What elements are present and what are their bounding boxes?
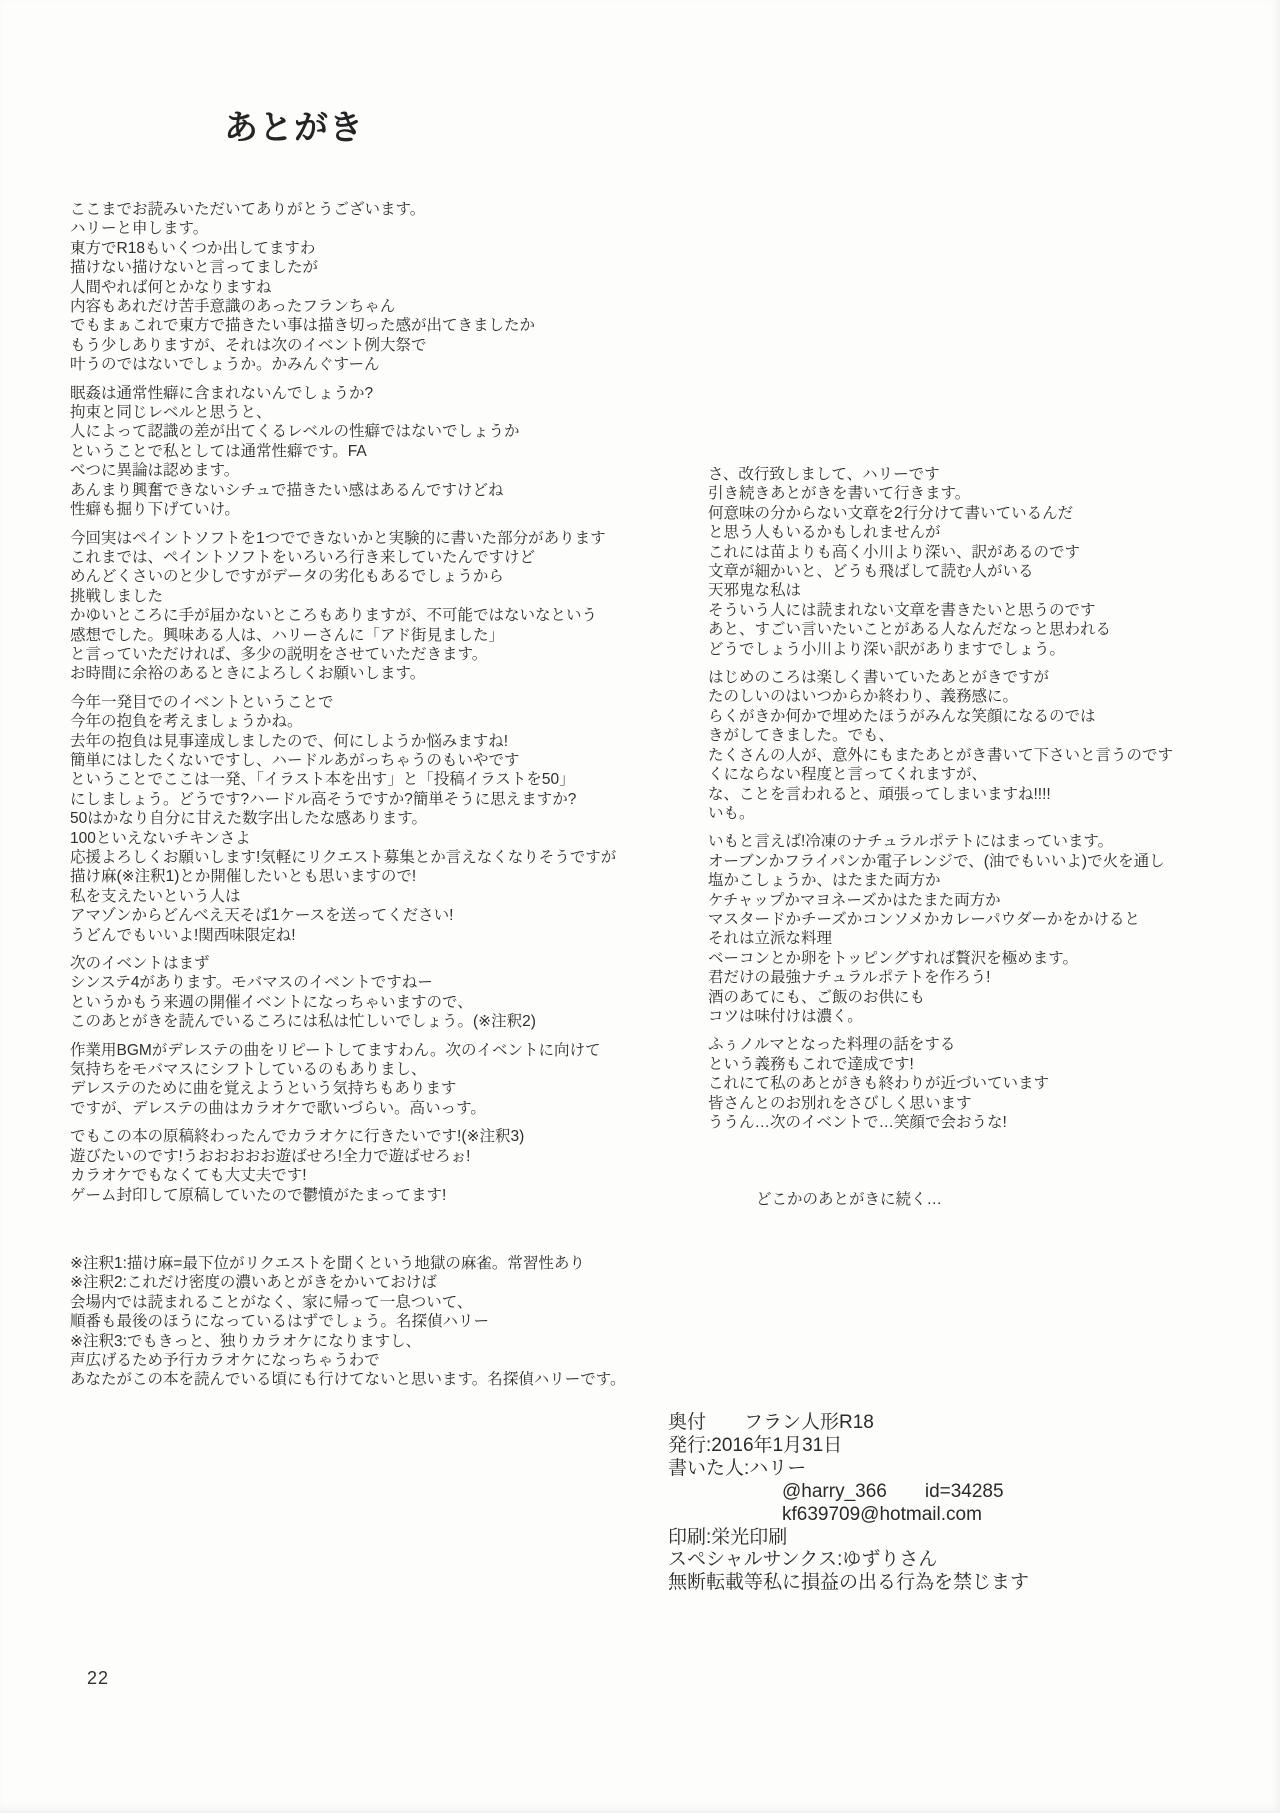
text-line: 何意味の分からない文章を2行分けて書いているんだ [708, 504, 1074, 522]
text-line: 遊びたいのです!うおおおおお遊ばせろ!全力で遊ばせろぉ! [70, 1147, 471, 1165]
text-line: それは立派な料理 [708, 930, 833, 948]
text-line: 声広げるため予行カラオケになっちゃうわで [70, 1352, 380, 1370]
text-line: これには苗よりも高く小川より深い、訳があるのです [708, 543, 1081, 561]
text-line: 印刷:栄光印刷 [668, 1526, 788, 1548]
text-line: ふぅノルマとなった料理の話をする [708, 1036, 956, 1054]
text-line: ベーコンとか卵をトッピングすれば贅沢を極めます。 [708, 949, 1078, 967]
text-line: 君だけの最強ナチュラルポテトを作ろう! [708, 969, 991, 987]
text-line: 去年の抱負は見事達成しましたので、何にしようか悩みますね! [70, 732, 508, 750]
text-line: あんまり興奮できないシチュで描きたい感はあるんですけどね [70, 481, 504, 499]
paragraph [70, 200, 642, 375]
paragraph [70, 1041, 642, 1119]
text-line: 文章が細かいと、どうも飛ばして読む人がいる [708, 563, 1034, 581]
text-line: カラオケでもなくても大丈夫です! [70, 1167, 307, 1185]
text-line: たのしいのはいつからか終わり、義務感に。 [708, 688, 1019, 706]
paragraph [708, 668, 1268, 823]
text-line: 描けない描けないと言ってましたが [70, 259, 319, 277]
text-line: いもと言えば!冷凍のナチュラルポテトにはまっています。 [708, 833, 1114, 851]
text-line: これまでは、ペイントソフトをいろいろ行き来していたんですけど [70, 548, 536, 566]
text-line: というかもう来週の開催イベントになっちゃいますので、 [70, 993, 473, 1011]
paragraph [708, 832, 1268, 1026]
text-line: さ、改行致しまして、ハリーです [708, 466, 940, 483]
text-line: シンステ4があります。モバマスのイベントですねー [70, 974, 433, 992]
text-line: 叶うのではないでしょうか。かみんぐすーん [70, 356, 380, 374]
text-line: めんどくさいのと少しですがデータの劣化もあるでしょうから [70, 568, 504, 586]
paragraph [70, 693, 642, 945]
text-line: 塩かこしょうか、はたまた両方か [708, 872, 941, 890]
text-line: 次のイベントはまず [70, 955, 210, 973]
text-line: 今年の抱負を考えましょうかね。 [70, 713, 303, 731]
text-line: 人間やれば何とかなりますね [70, 278, 272, 296]
text-line: ううん…次のイベントで…笑顔で会おうな! [708, 1114, 1007, 1131]
text-line: ハリーと申します。 [70, 220, 209, 238]
afterword-right-column [708, 465, 1268, 1141]
text-line: 気持ちをモバマスにシフトしているのもありまし、 [70, 1061, 427, 1079]
text-line: 簡単にはしたくないですし、ハードルあがっちゃうのもいやです [70, 751, 520, 769]
paragraph [70, 954, 642, 1032]
text-line: 発行:2016年1月31日 [668, 1434, 843, 1456]
text-line: コツは味付けは濃く。 [708, 1007, 863, 1025]
text-line: と言っていただければ、多少の説明をさせていただきます。 [70, 645, 488, 663]
text-line: 人によって認識の差が出てくるレベルの性癖ではないでしょうか [70, 423, 520, 441]
text-line: かゆいところに手が届かないところもありますが、不可能ではないなという [70, 607, 598, 625]
text-line: 応援よろしくお願いします!気軽にリクエスト募集とか言えなくなりそうですが [70, 849, 617, 866]
text-line: もう少しありますが、それは次のイベント例大祭で [70, 336, 427, 354]
text-line: はじめのころは楽しく書いていたあとがきですが [708, 669, 1050, 687]
afterword-left-column [70, 200, 642, 1214]
footnotes-block [70, 1254, 670, 1390]
text-line: という義務もこれで達成です! [708, 1055, 914, 1073]
text-line: 性癖も掘り下げていけ。 [70, 501, 240, 519]
text-line: べつに異論は認めます。 [70, 462, 240, 480]
text-line: kf639709@hotmail.com [668, 1503, 982, 1525]
text-line: 酒のあてにも、ご飯のお供にも [708, 988, 926, 1006]
text-line: マスタードかチーズかコンソメかカレーパウダーかをかけると [708, 910, 1140, 928]
text-line: でもまぁこれで東方で描きたい事は描き切った感が出てきましたか [70, 317, 536, 335]
page-number: 22 [87, 1668, 110, 1688]
text-line: 私を支えたいという人は [70, 887, 241, 905]
closing-line: どこかのあとがきに続く… [756, 1191, 943, 1208]
text-line: 拘束と同じレベルと思うと、 [70, 404, 272, 422]
text-line: 書いた人:ハリー [668, 1457, 807, 1479]
text-line: ※注釈2:これだけ密度の濃いあとがきをかいておけば [70, 1274, 437, 1292]
text-line: 今年一発目でのイベントということで [70, 693, 334, 711]
text-line: 順番も最後のほうになっているはずでしょう。名探偵ハリー [70, 1313, 489, 1331]
paragraph [708, 465, 1268, 659]
text-line: きがしてきました。でも、 [708, 727, 895, 745]
text-line: うどんでもいいよ!関西味限定ね! [70, 926, 296, 944]
text-line: オーブンかフライパンか電子レンジで、(油でもいいよ)で火を通し [708, 852, 1165, 870]
text-line: お時間に余裕のあるときによろしくお願いします。 [70, 665, 426, 683]
text-line: このあとがきを読んでいるころには私は忙しいでしょう。(※注釈2) [70, 1013, 536, 1031]
text-line: あと、すごい言いたいことがある人なんだなっと思われる [708, 621, 1112, 639]
text-line: 挑戦しました [70, 587, 164, 605]
text-line: でもこの本の原稿終わったんでカラオケに行きたいです!(※注釈3) [70, 1128, 525, 1146]
text-line: スペシャルサンクス:ゆずりさん [668, 1549, 938, 1571]
text-line: 描け麻(※注釈1)とか開催したいとも思いますので! [70, 868, 417, 886]
text-line: そういう人には読まれない文章を書きたいと思うのです [708, 601, 1096, 619]
paragraph [70, 384, 642, 520]
paragraph [708, 1035, 1268, 1132]
paragraph [70, 529, 642, 684]
text-line: くにならない程度と言ってくれますが、 [708, 766, 988, 784]
text-line: 作業用BGMがデレステの曲をリピートしてますわん。次のイベントに向けて [70, 1041, 601, 1059]
text-line: にしましょう。どうです?ハードル高そうですか?簡単そうに思えますか? [70, 790, 577, 808]
text-line: 引き続きあとがきを書いて行きます。 [708, 485, 971, 503]
text-line: らくがきか何かで埋めたほうがみんな笑顔になるのでは [708, 707, 1096, 725]
text-line: いも。 [708, 804, 755, 822]
text-line: 50はかなり自分に甘えた数字出したな感あります。 [70, 810, 428, 828]
text-line: ということでここは一発、「イラスト本を出す」と「投稿イラストを50」 [70, 771, 575, 789]
text-line: ですが、デレステの曲はカラオケで歌いづらい。高いっす。 [70, 1099, 486, 1117]
colophon-block [668, 1412, 1228, 1595]
text-line: な、ことを言われると、頑張ってしまいますね!!!! [708, 785, 1051, 803]
text-line: どうでしょう小川より深い訳がありますでしょう。 [708, 640, 1065, 658]
text-line: デレステのために曲を覚えようという気持ちもあります [70, 1080, 457, 1098]
page-title: あとがき [224, 110, 364, 147]
text-line: 東方でR18もいくつか出してますわ [70, 239, 316, 257]
text-line: ケチャップかマヨネーズかはたまた両方か [708, 891, 1001, 909]
text-line: ということで私としては通常性癖です。FA [70, 442, 367, 460]
text-line: 皆さんとのお別れをさびしく思います [708, 1094, 972, 1112]
text-line: 眠姦は通常性癖に含まれないんでしょうか? [70, 384, 374, 402]
text-line: @harry_366 id=34285 [668, 1480, 1004, 1502]
text-line: たくさんの人が、意外にもまたあとがき書いて下さいと言うのです [708, 746, 1174, 764]
text-line: あなたがこの本を読んでいる頃にも行けてないと思います。名探偵ハリーです。 [70, 1371, 626, 1389]
text-line: これにて私のあとがきも終わりが近づいています [708, 1075, 1050, 1093]
paragraph [70, 1127, 642, 1205]
text-line: と思う人もいるかもしれませんが [708, 524, 941, 542]
text-line: ここまでお読みいただいてありがとうございます。 [70, 201, 426, 218]
text-line: アマゾンからどんべえ天そば1ケースを送ってください! [70, 907, 454, 925]
text-line: 無断転載等私に損益の出る行為を禁じます [668, 1572, 1030, 1594]
text-line: 会場内では読まれることがなく、家に帰って一息ついて、 [70, 1293, 473, 1311]
text-line: 天邪鬼な私は [708, 582, 802, 600]
text-line: ゲーム封印して原稿していたので鬱憤がたまってます! [70, 1186, 447, 1204]
text-line: ※注釈3:でもきっと、独りカラオケになりますし、 [70, 1332, 422, 1350]
text-line: 内容もあれだけ苦手意識のあったフランちゃん [70, 298, 396, 316]
text-line: 100といえないチキンさよ [70, 829, 251, 847]
text-line: ※注釈1:描け麻=最下位がリクエストを聞くという地獄の麻雀。常習性あり [70, 1255, 585, 1272]
text-line: 奥付 フラン人形R18 [668, 1412, 874, 1433]
text-line: 今回実はペイントソフトを1つでできないかと実験的に書いた部分があります [70, 529, 606, 547]
text-line: 感想でした。興味ある人は、ハリーさんに「アド街見ました」 [70, 626, 505, 644]
